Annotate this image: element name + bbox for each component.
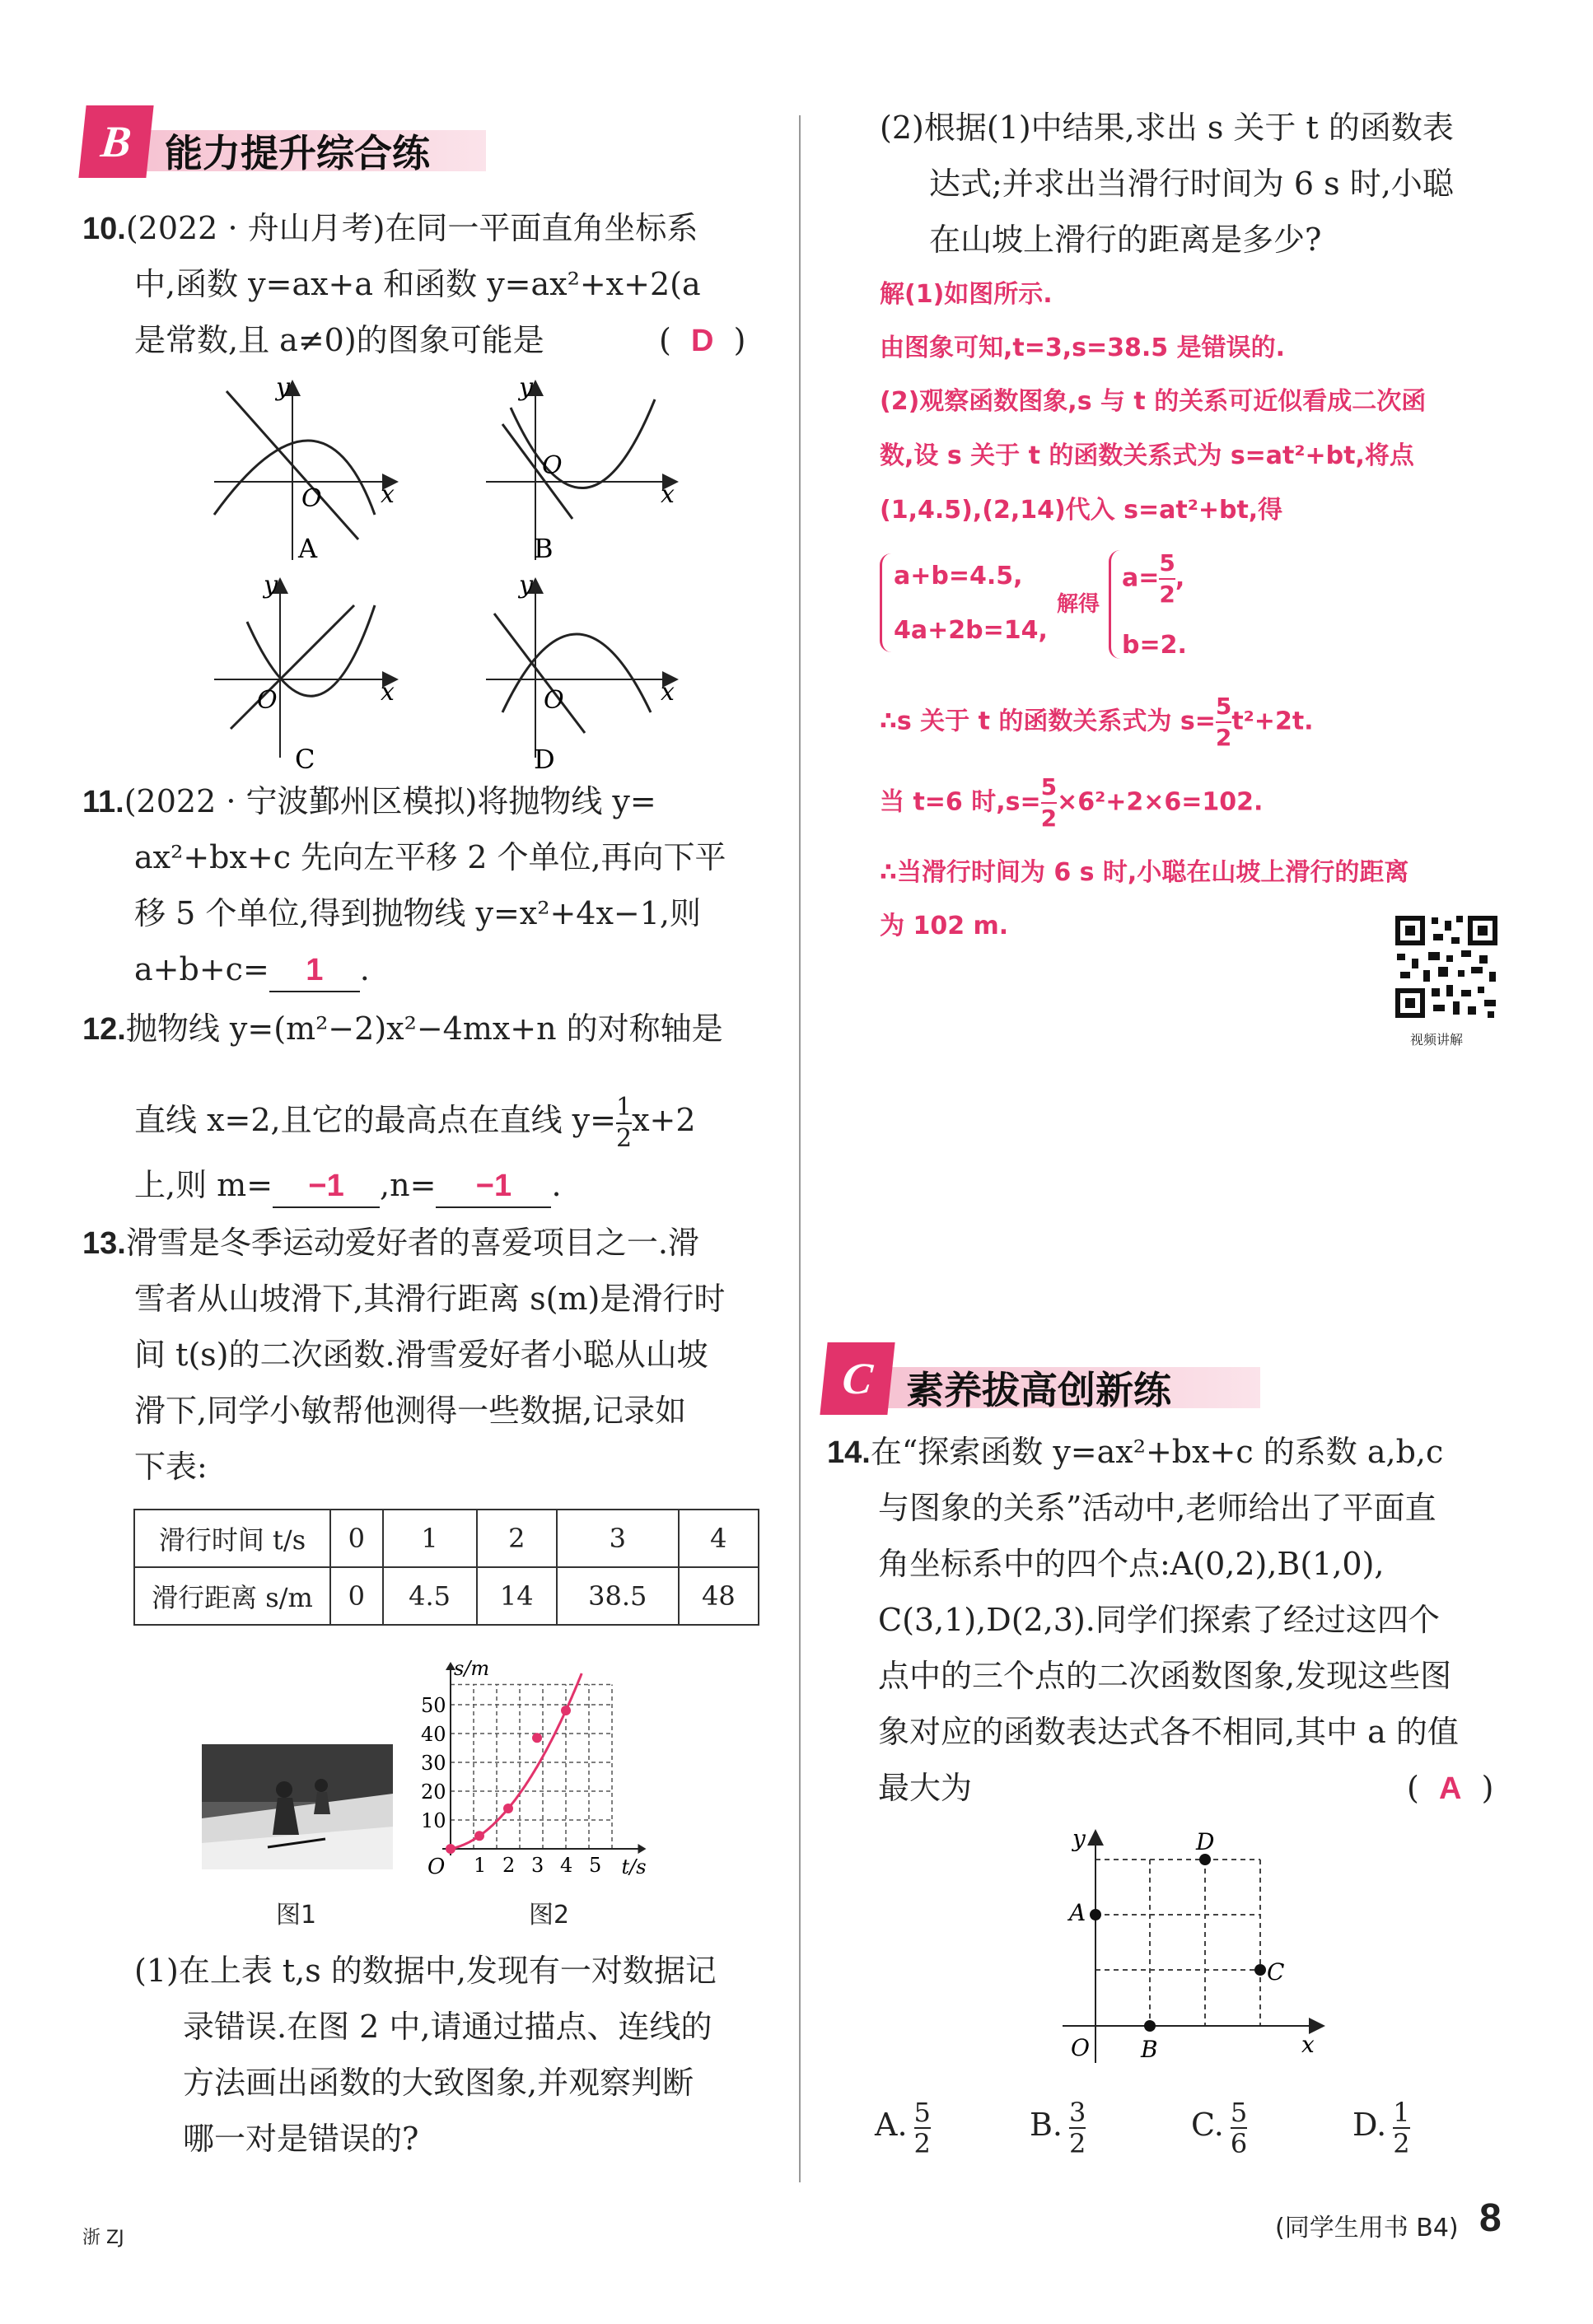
graph-d-label: D (534, 744, 555, 770)
point-c-label: C (1267, 1958, 1285, 1986)
frac-bottom: 6 (1230, 2127, 1248, 2159)
q10-line1: (2022 · 舟山月考)在同一平面直角坐标系 (125, 210, 698, 246)
graph-d-origin: O (544, 686, 564, 715)
graph-a-x: x (381, 480, 395, 509)
table-cell: 48 (679, 1567, 759, 1625)
q13-data-table (133, 1509, 759, 1626)
option-label: A. (875, 2107, 908, 2143)
y-tick-label: 10 (421, 1809, 446, 1832)
q10-answer: D (690, 324, 714, 358)
q11-line3: 移 5 个单位,得到抛物线 y=x²+4x−1,则 (134, 895, 702, 931)
system1-eq1: a+b=4.5, (894, 562, 1023, 590)
fig1-caption: 图1 (276, 1901, 317, 1930)
table-cell: 38.5 (557, 1567, 679, 1625)
x-axis-label: t/s (621, 1855, 647, 1878)
y-axis-label: y (1072, 1828, 1086, 1852)
table-row-label: 滑行时间 t/s (134, 1510, 330, 1567)
y-tick-label: 20 (421, 1780, 446, 1804)
q12-line1: 抛物线 y=(m²−2)x²−4mx+n 的对称轴是 (125, 1010, 723, 1047)
q12-line3-end: . (551, 1167, 562, 1203)
graph-c-origin: O (257, 686, 278, 715)
q11-line2: ax²+bx+c 先向左平移 2 个单位,再向下平 (134, 839, 726, 875)
graph-a-y: y (276, 375, 290, 402)
x-tick-label: 4 (560, 1854, 573, 1877)
data-point (446, 1844, 455, 1854)
q12-frac-bottom: 2 (616, 1123, 633, 1153)
solution-line7: 当 t=6 时,s= (880, 787, 1041, 817)
column-divider (799, 115, 801, 2182)
system2-eq1-end: , (1175, 563, 1185, 593)
y-tick-label: 30 (421, 1752, 446, 1775)
q12-line2-end: x+2 (632, 1102, 696, 1138)
graph-a-label: A (298, 533, 318, 564)
system2-eq1: a= (1122, 563, 1160, 593)
x-tick-label: 5 (589, 1854, 602, 1877)
q13-part2-line3: 在山坡上滑行的距离是多少? (929, 222, 1322, 258)
option-label: C. (1191, 2107, 1224, 2143)
table-cell: 2 (477, 1510, 557, 1567)
origin-label: O (427, 1855, 446, 1879)
q12-line3-mid: ,n= (380, 1167, 437, 1203)
solution-line6: ∴s 关于 t 的函数关系式为 s= (880, 707, 1216, 736)
data-point (474, 1831, 484, 1841)
graph-c-y: y (264, 571, 278, 600)
q13-part2-line1: (2)根据(1)中结果,求出 s 关于 t 的函数表 (880, 110, 1454, 146)
frac-top: 5 (913, 2096, 931, 2128)
q12-answer-m: −1 (308, 1169, 344, 1203)
q12-line2: 直线 x=2,且它的最高点在直线 y= (134, 1102, 616, 1138)
section-b-title: 能力提升综合练 (165, 131, 430, 175)
x-tick-label: 3 (531, 1854, 544, 1877)
section-c-header (824, 1342, 1268, 1415)
q14-line3: 角坐标系中的四个点:A(0,2),B(1,0), (878, 1546, 1385, 1582)
footer-book: (同学生用书 B4) (1275, 2214, 1459, 2242)
point-a-label: A (1069, 1899, 1086, 1926)
q11-number: 11. (82, 785, 124, 819)
table-cell: 3 (557, 1510, 679, 1567)
q14-line1: 在“探索函数 y=ax²+bx+c 的系数 a,b,c (870, 1434, 1444, 1470)
qr-code-icon[interactable] (1392, 912, 1501, 1021)
q14-line2: 与图象的关系”活动中,老师给出了平面直 (878, 1490, 1437, 1526)
q14-line7: 最大为 (878, 1770, 973, 1806)
data-point (532, 1733, 542, 1743)
y-axis-label: s/m (454, 1657, 490, 1680)
solution-line1: 解(1)如图所示. (880, 280, 1053, 309)
solution-line4: 数,设 s 关于 t 的函数关系式为 s=at²+bt,将点 (880, 441, 1414, 470)
solution-line8: ∴当滑行时间为 6 s 时,小聪在山坡上滑行的距离 (880, 858, 1409, 887)
x-tick-label: 1 (474, 1854, 487, 1877)
table-row (134, 1567, 759, 1625)
footer-left: 浙 ZJ (82, 2228, 124, 2248)
graph-d-y: y (519, 571, 533, 600)
q13-skier-photo (202, 1744, 393, 1869)
q13-part1-line1: (1)在上表 t,s 的数据中,发现有一对数据记 (134, 1953, 717, 1989)
graph-d-x: x (661, 678, 675, 707)
q14-number: 14. (827, 1435, 871, 1470)
q10-number: 10. (82, 212, 126, 246)
graph-b-x: x (661, 480, 675, 509)
q13-line4: 滑下,同学小敏帮他测得一些数据,记录如 (134, 1393, 687, 1429)
q11-line4: a+b+c= (134, 951, 269, 987)
table-cell: 4.5 (383, 1567, 477, 1625)
graph-a-origin: O (301, 484, 322, 513)
point-d-label: D (1196, 1828, 1215, 1855)
graph-a (214, 375, 395, 564)
q13-number: 13. (82, 1226, 126, 1261)
point-b-label: B (1141, 2036, 1158, 2063)
data-point (503, 1804, 513, 1813)
x-tick-label: 2 (502, 1854, 516, 1877)
table-cell: 14 (477, 1567, 557, 1625)
frac-bottom: 2 (1040, 805, 1058, 832)
q12-frac-top: 1 (616, 1093, 632, 1124)
q13-line1: 滑雪是冬季运动爱好者的喜爱项目之一.滑 (125, 1225, 699, 1261)
solution-line9: 为 102 m. (880, 912, 1009, 940)
q13-part1-line3: 方法画出函数的大致图象,并观察判断 (183, 2065, 694, 2101)
q14-line5: 点中的三个点的二次函数图象,发现这些图 (878, 1658, 1452, 1694)
q14-coordinate-grid (1046, 1828, 1343, 2075)
system1-eq2: 4a+2b=14, (894, 616, 1048, 645)
q14-answer-bracket: ( A ) (1407, 1770, 1494, 1806)
qr-label: 视频讲解 (1410, 1032, 1464, 1048)
table-cell: 4 (679, 1510, 759, 1567)
q14-answer: A (1438, 1771, 1462, 1806)
page-number: 8 (1479, 2196, 1502, 2240)
q12-answer-n: −1 (475, 1169, 512, 1203)
table-cell: 0 (330, 1510, 383, 1567)
x-axis-arrow (638, 1844, 647, 1854)
option-label: B. (1030, 2107, 1063, 2143)
q14-option-c[interactable] (1191, 2092, 1247, 2158)
q10-line2: 中,函数 y=ax+a 和函数 y=ax²+x+2(a (134, 266, 701, 302)
q14-line6: 象对应的函数表达式各不相同,其中 a 的值 (878, 1714, 1459, 1750)
graph-b-y: y (519, 375, 533, 402)
q13-line3: 间 t(s)的二次函数.滑雪爱好者小聪从山坡 (134, 1337, 708, 1373)
frac-top: 5 (1230, 2096, 1248, 2128)
table-cell: 0 (330, 1567, 383, 1625)
q11-line1: (2022 · 宁波鄞州区模拟)将抛物线 y= (124, 783, 656, 819)
q13-line5: 下表: (134, 1449, 208, 1485)
q10-line3: 是常数,且 a≠0)的图象可能是 (134, 322, 544, 358)
q14-line4: C(3,1),D(2,3).同学们探索了经过这四个 (878, 1602, 1440, 1638)
q13-part2-line2: 达式;并求出当滑行时间为 6 s 时,小聪 (929, 166, 1454, 202)
q10-answer-bracket: ( D ) (659, 322, 746, 358)
q14-option-a[interactable] (875, 2092, 931, 2158)
solution-line7-end: ×6²+2×6=102. (1057, 787, 1264, 817)
q13-part1-line2: 录错误.在图 2 中,请通过描点、连线的 (183, 2009, 712, 2045)
data-point (561, 1706, 571, 1715)
solution-line5: (1,4.5),(2,14)代入 s=at²+bt,得 (880, 496, 1283, 525)
x-axis-label: x (1301, 2031, 1315, 2058)
q11-line4-end: . (359, 951, 370, 987)
graph-c-label: C (295, 744, 315, 770)
graph-d (486, 571, 675, 770)
frac-bottom: 2 (1159, 581, 1175, 608)
frac-top: 1 (1393, 2096, 1410, 2128)
q13-part1-line4: 哪一对是错误的? (183, 2121, 419, 2157)
q14-option-d[interactable] (1352, 2092, 1410, 2158)
frac-top: 5 (1041, 772, 1057, 804)
q13-chart (416, 1639, 712, 1886)
graph-c (214, 571, 395, 770)
graph-b-label: B (534, 533, 554, 564)
frac-top: 5 (1159, 548, 1175, 580)
system2-eq2: b=2. (1122, 631, 1187, 660)
section-b-header (82, 105, 494, 178)
graph-b-origin: O (542, 451, 563, 480)
q10-option-graphs (198, 375, 708, 770)
q13-line2: 雪者从山坡滑下,其滑行距离 s(m)是滑行时 (134, 1281, 726, 1317)
origin-label: O (1071, 2034, 1090, 2061)
q12-number: 12. (82, 1012, 126, 1047)
fitted-curve (451, 1673, 582, 1849)
q14-option-b[interactable] (1030, 2092, 1086, 2158)
frac-bottom: 2 (1215, 724, 1232, 751)
table-cell: 1 (383, 1510, 477, 1567)
frac-bottom: 2 (1393, 2127, 1410, 2159)
frac-bottom: 2 (1069, 2127, 1086, 2159)
frac-top: 5 (1216, 692, 1231, 723)
section-c-letter: C (820, 1342, 895, 1415)
fig2-caption: 图2 (529, 1901, 570, 1930)
solution-line3: (2)观察函数图象,s 与 t 的关系可近似看成二次函 (880, 387, 1427, 416)
q11-answer: 1 (306, 953, 324, 987)
section-c-title: 素养拔高创新练 (906, 1368, 1171, 1412)
option-label: D. (1352, 2107, 1387, 2143)
y-tick-label: 40 (421, 1723, 446, 1746)
solution-line2: 由图象可知,t=3,s=38.5 是错误的. (880, 334, 1285, 362)
y-tick-label: 50 (421, 1694, 446, 1717)
solution-line6-end: t²+2t. (1231, 707, 1314, 736)
solve-label: 解得 (1057, 592, 1100, 617)
section-b-letter: B (78, 105, 153, 178)
table-row (134, 1510, 759, 1567)
frac-top: 3 (1069, 2096, 1086, 2128)
graph-b (486, 375, 675, 564)
graph-c-x: x (381, 678, 395, 707)
q12-line3: 上,则 m= (134, 1167, 273, 1203)
frac-bottom: 2 (913, 2127, 931, 2159)
table-row-label: 滑行距离 s/m (134, 1567, 330, 1625)
